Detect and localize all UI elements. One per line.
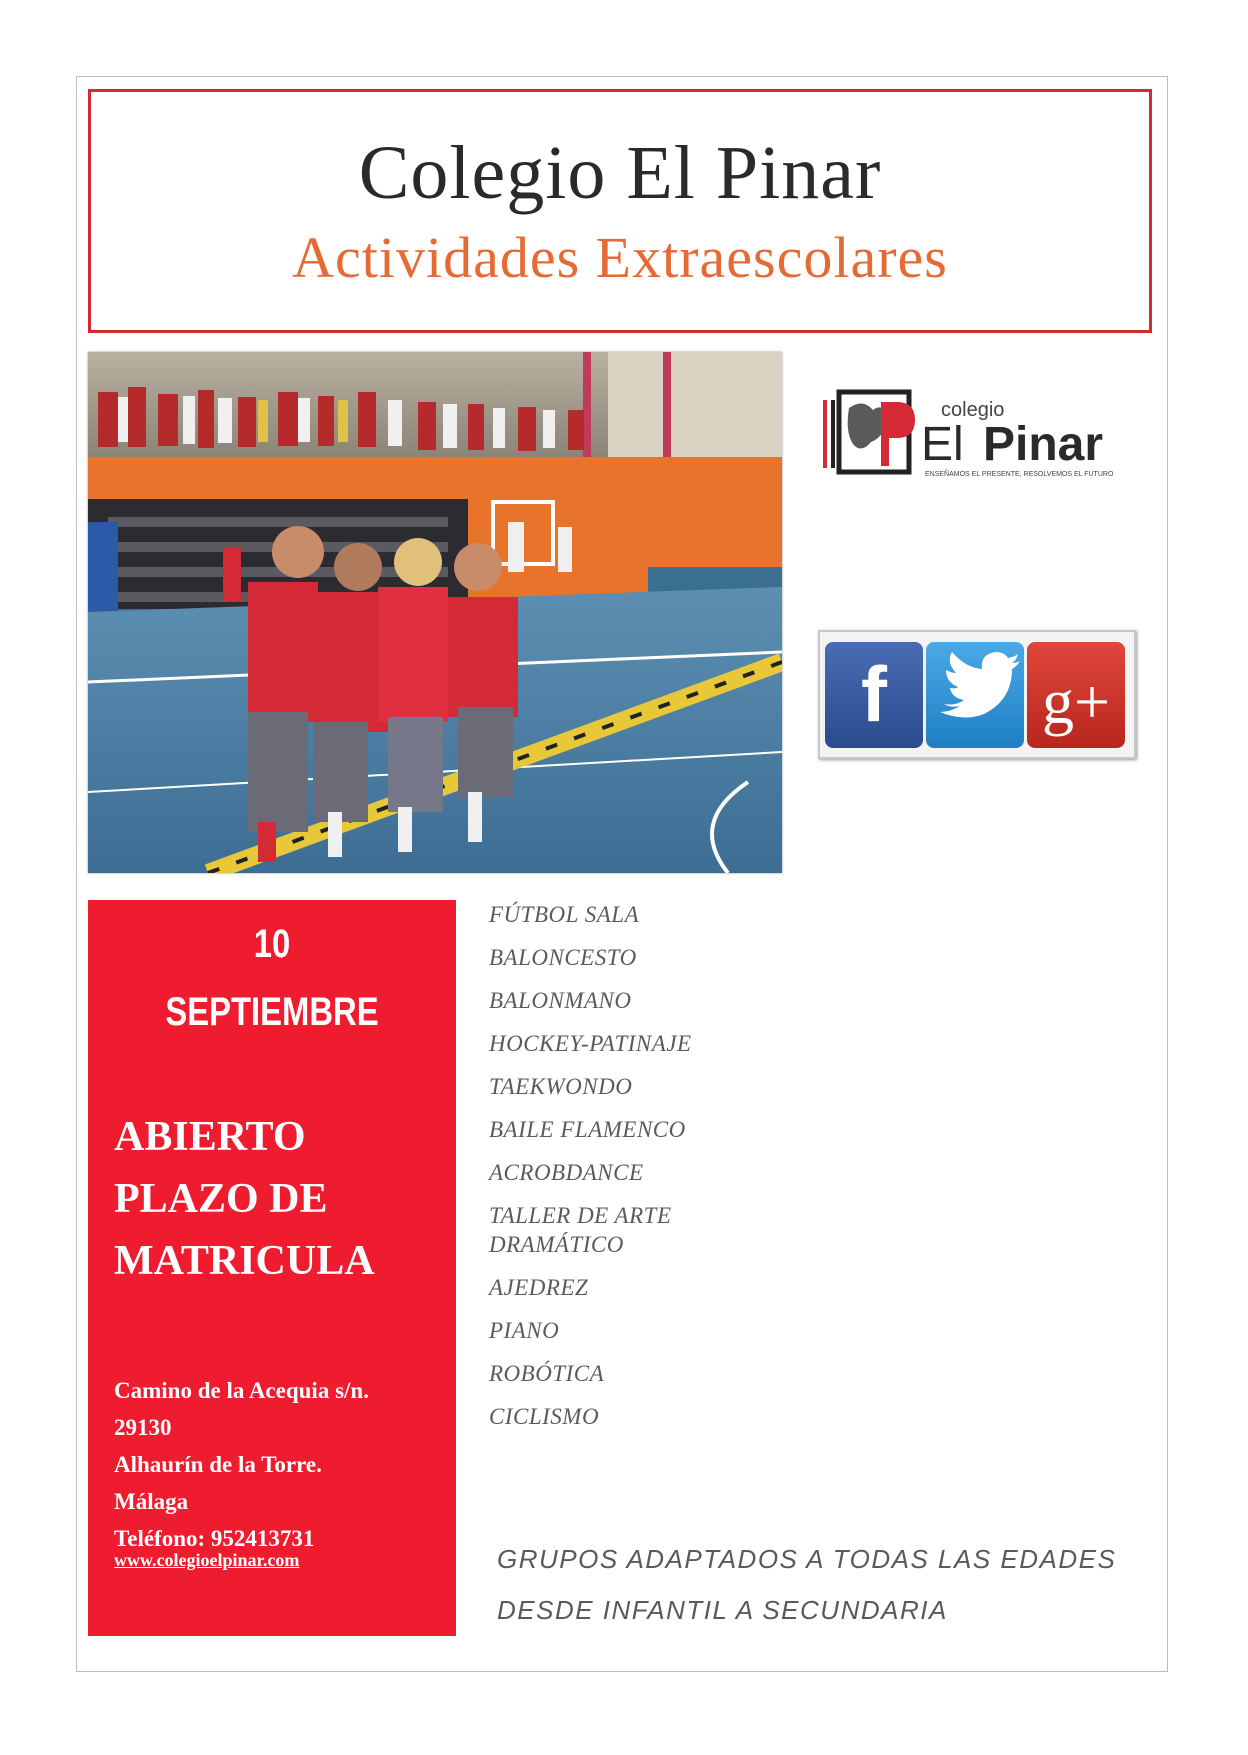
svg-text:Pinar: Pinar [983, 418, 1104, 471]
svg-text:El: El [921, 418, 964, 471]
svg-text:colegio: colegio [941, 399, 1005, 421]
address-line: Alhaurín de la Torre. [114, 1452, 322, 1477]
activity-item: AJEDREZ [489, 1275, 589, 1300]
activity-item: BALONMANO [489, 988, 632, 1013]
age-groups-text: GRUPOS ADAPTADOS A TODAS LAS EDADES [497, 1544, 1117, 1574]
date-day: 10 [253, 922, 291, 966]
address-line: Málaga [114, 1489, 189, 1514]
page-subtitle: Actividades Extraescolares [292, 225, 948, 290]
address-line: Camino de la Acequia s/n. [114, 1378, 369, 1403]
date-month: SEPTIEMBRE [165, 990, 379, 1034]
enrolment-notice [114, 1106, 454, 1292]
enrol-line: PLAZO DE [114, 1176, 328, 1222]
twitter-icon[interactable] [926, 642, 1024, 748]
activity-item: TALLER DE ARTE DRAMÁTICO [489, 1203, 672, 1257]
social-icons-bar [818, 630, 1136, 759]
sports-hall-photo [88, 352, 782, 873]
activity-item: TAEKWONDO [489, 1074, 633, 1099]
phone-line: Teléfono: 952413731 [114, 1526, 315, 1551]
school-title: Colegio El Pinar [358, 131, 882, 215]
activity-item: ACROBDANCE [489, 1160, 644, 1185]
svg-text:ENSEÑAMOS EL PRESENTE, RESOLVE: ENSEÑAMOS EL PRESENTE, RESOLVEMOS EL FUTURO [925, 471, 1114, 478]
levels-text: DESDE INFANTIL A SECUNDARIA [497, 1595, 948, 1625]
enrol-line: MATRICULA [114, 1238, 375, 1284]
activity-item: FÚTBOL SALA [489, 902, 640, 927]
activity-item: PIANO [489, 1318, 560, 1343]
school-logo [823, 388, 1133, 483]
activity-item: BAILE FLAMENCO [489, 1117, 686, 1142]
enrolment-panel [88, 900, 456, 1636]
activities-list [489, 900, 789, 1445]
activity-item: HOCKEY-PATINAJE [489, 1031, 692, 1056]
header-box [88, 89, 1152, 333]
contact-address [114, 1372, 454, 1557]
website-link[interactable]: www.colegioelpinar.com [114, 1550, 300, 1570]
activity-item: BALONCESTO [489, 945, 637, 970]
activity-item: CICLISMO [489, 1404, 600, 1429]
google-plus-icon[interactable]: g+ [1027, 642, 1125, 748]
facebook-icon[interactable]: f [825, 642, 923, 748]
activity-item: ROBÓTICA [489, 1361, 605, 1386]
address-line: 29130 [114, 1415, 172, 1440]
enrol-line: ABIERTO [114, 1114, 306, 1160]
